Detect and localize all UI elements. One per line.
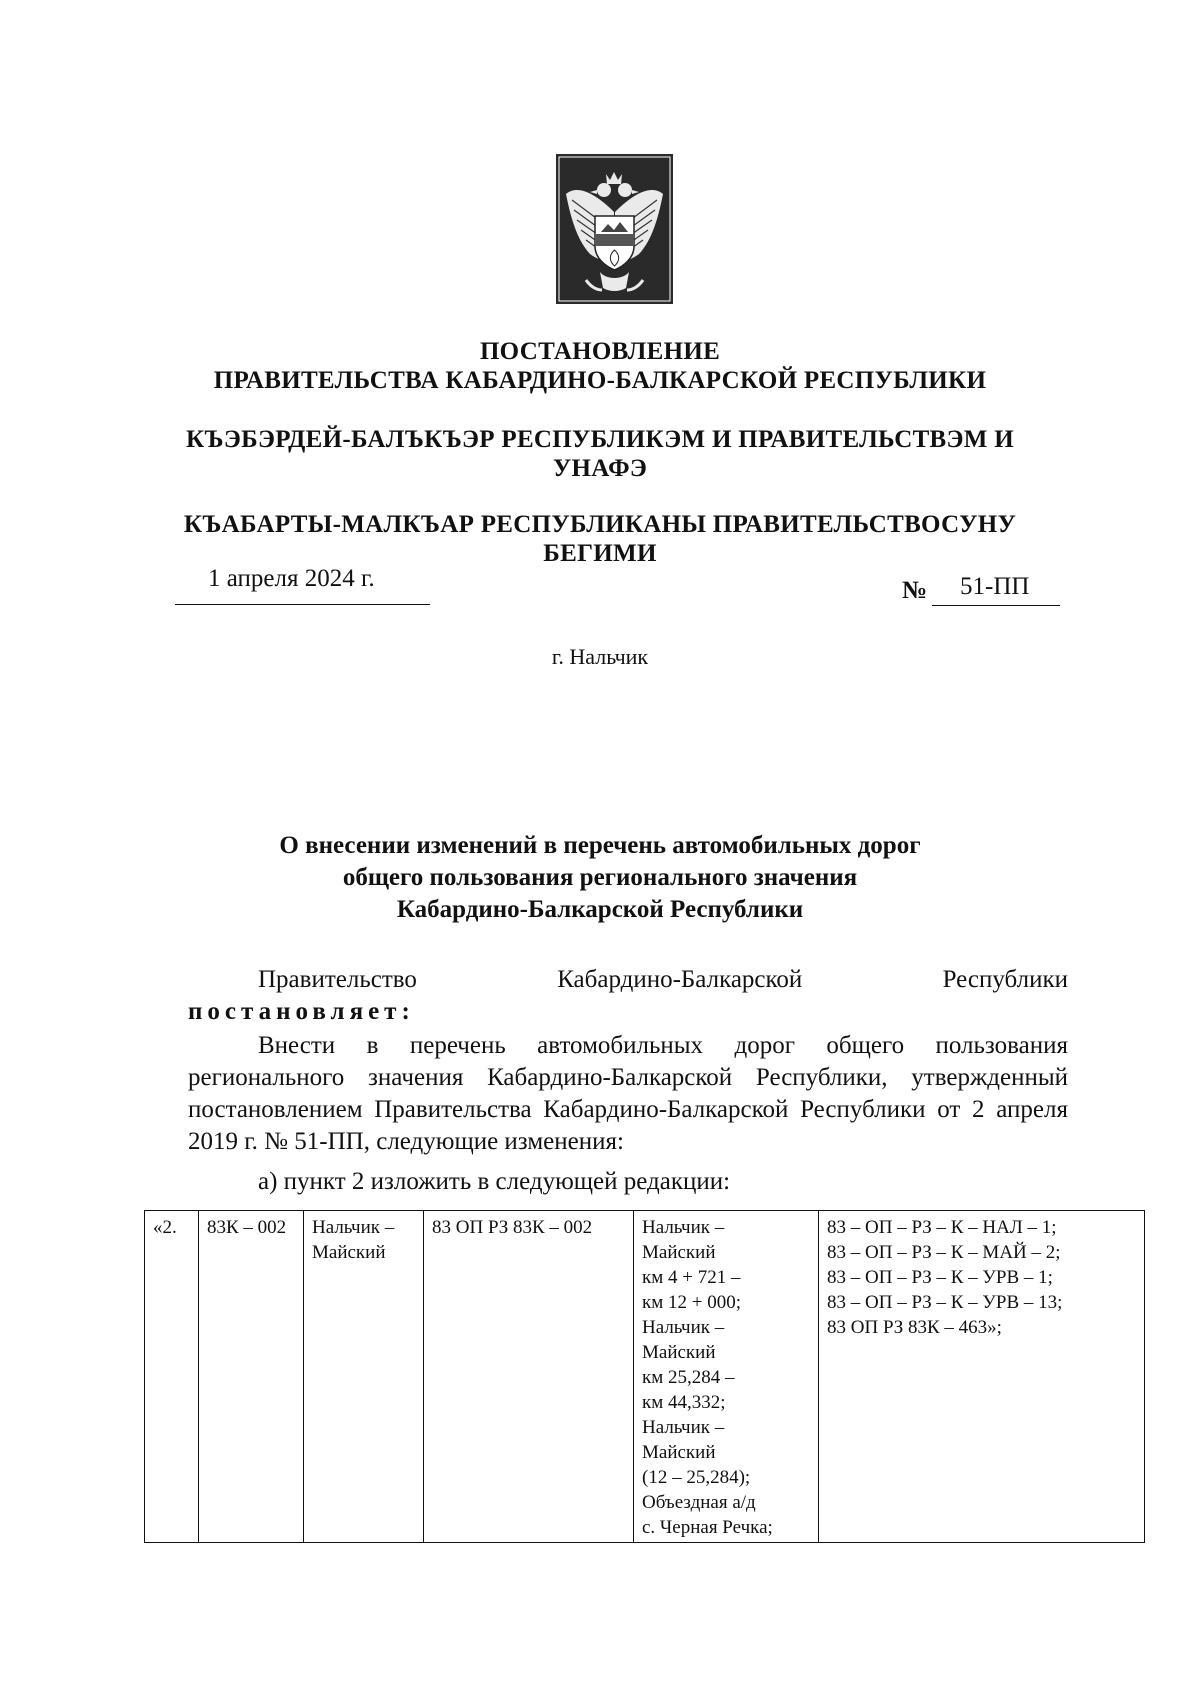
date-underline (175, 604, 430, 605)
table-cell-old-codes (819, 1211, 1145, 1543)
gov-word: Кабардино-Балкарской (557, 966, 803, 993)
cell-line: Объездная а/д (642, 1492, 756, 1513)
number-sign: № (902, 577, 928, 604)
header-block-ru (0, 337, 1200, 395)
table-cell-id: 83К – 002 (199, 1211, 304, 1543)
cell-line: Майский (642, 1342, 716, 1363)
table-cell-code: 83 ОП РЗ 83К – 002 (424, 1211, 634, 1543)
header-line: ПОСТАНОВЛЕНИЕ (479, 338, 721, 365)
cell-line: км 12 + 000; (642, 1292, 741, 1313)
cell-line: Нальчик – (642, 1217, 725, 1238)
cell-line: 83 – ОП – РЗ – К – УРВ – 1; (827, 1267, 1053, 1288)
subpoint-a: а) пункт 2 изложить в следующей редакции: (258, 1168, 731, 1195)
decree-date: 1 апреля 2024 г. (208, 565, 375, 592)
header-line: КЪЭБЭРДЕЙ-БАЛЪКЪЭР РЕСПУБЛИКЭМ И ПРАВИТЕЛЬСТВЭМ И (186, 426, 1014, 453)
table-cell-number: «2. (145, 1211, 199, 1543)
cell-line: (12 – 25,284); (642, 1467, 751, 1488)
cell-line: Нальчик – (642, 1317, 725, 1338)
title-line: общего пользования регионального значения (342, 864, 858, 891)
gov-word: Правительство (258, 966, 417, 993)
government-line (188, 964, 1068, 996)
header-line: УНАФЭ (552, 455, 648, 482)
gov-word: Республики (942, 966, 1068, 993)
number-underline (932, 605, 1060, 606)
header-block-kbd (0, 425, 1200, 483)
cell-line: Майский (642, 1442, 716, 1463)
cell-line: Нальчик – (642, 1417, 725, 1438)
table-row (145, 1211, 1145, 1543)
cell-line: 83 – ОП – РЗ – К – НАЛ – 1; (827, 1217, 1057, 1238)
coat-of-arms-icon (556, 154, 673, 304)
cell-line: км 25,284 – (642, 1367, 735, 1388)
header-block-krc (0, 510, 1200, 568)
cell-line: с. Черная Речка; (642, 1517, 773, 1538)
roads-table (144, 1210, 1145, 1543)
cell-line: км 44,332; (642, 1392, 726, 1413)
title-line: Кабардино-Балкарской Республики (396, 896, 804, 923)
document-title (0, 830, 1200, 926)
cell-line: 83 – ОП – РЗ – К – МАЙ – 2; (827, 1242, 1061, 1263)
cell-line: Нальчик – (312, 1217, 395, 1238)
table-cell-segments (634, 1211, 819, 1543)
header-line: ПРАВИТЕЛЬСТВА КАБАРДИНО-БАЛКАРСКОЙ РЕСПУБЛИКИ (213, 367, 987, 394)
cell-line: км 4 + 721 – (642, 1267, 741, 1288)
title-line: О внесении изменений в перечень автомобильных дорог (279, 832, 921, 859)
cell-line: Майский (312, 1242, 386, 1263)
main-paragraph: Внести в перечень автомобильных дорог общего пользования регионального значения Кабардино-Балкарской Республики, утвержденный постановлением Правительства Кабардино-Балкарской Республики от 2 апреля 2019 г. № 51-ПП, следующие изменения: (188, 1032, 1068, 1155)
table-cell-name (304, 1211, 424, 1543)
header-line: БЕГИМИ (543, 540, 657, 567)
city: г. Нальчик (551, 644, 649, 669)
decree-number: 51-ПП (960, 573, 1030, 600)
cell-line: 83 – ОП – РЗ – К – УРВ – 13; (827, 1292, 1063, 1313)
cell-line: 83 ОП РЗ 83К – 463»; (827, 1317, 1002, 1338)
header-line: КЪАБАРТЫ-МАЛКЪАР РЕСПУБЛИКАНЫ ПРАВИТЕЛЬСТВОСУНУ (183, 511, 1017, 538)
decree-word: постановляет: (188, 998, 415, 1025)
cell-line: Майский (642, 1242, 716, 1263)
